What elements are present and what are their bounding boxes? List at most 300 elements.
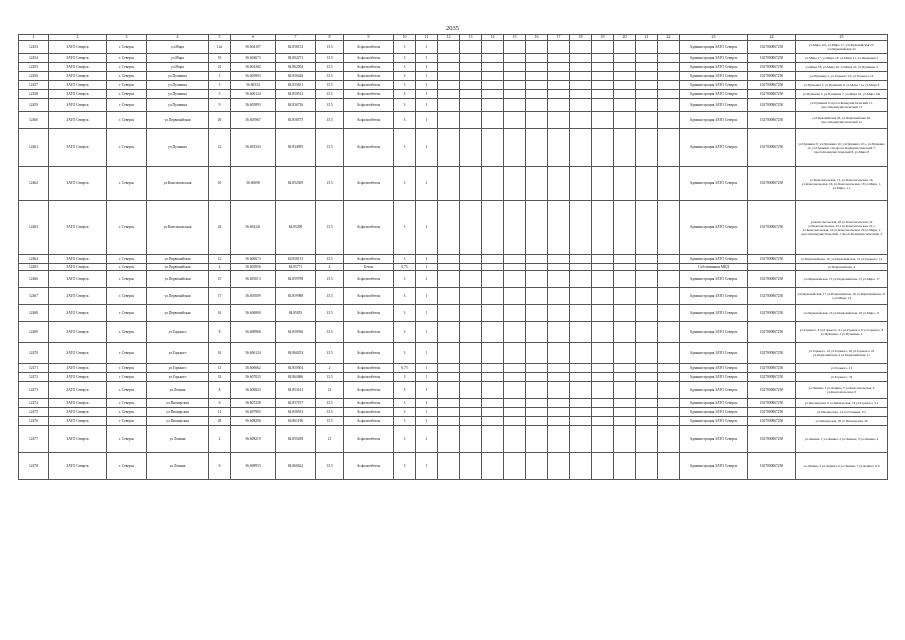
col-21: [636, 399, 658, 408]
longitude: 84.862686: [276, 373, 316, 382]
col-19: [592, 453, 614, 480]
surface-type: Асфальтобетон: [344, 54, 394, 63]
col-17: [548, 41, 570, 54]
column-number: 2: [49, 35, 107, 41]
manager: Администрация ЗАТО Северск: [680, 41, 748, 54]
col-12: [438, 426, 460, 453]
column-number: 17: [548, 35, 570, 41]
col-19: [592, 54, 614, 63]
col-13: [460, 453, 482, 480]
city: г. Северск: [107, 305, 147, 322]
col-22: [658, 453, 680, 480]
house-number: 12: [209, 255, 231, 264]
col-22: [658, 90, 680, 99]
surface-type: Асфальтобетон: [344, 271, 394, 288]
col-15: [504, 322, 526, 343]
col-19: [592, 72, 614, 81]
city: г. Северск: [107, 41, 147, 54]
house-number: 4: [209, 264, 231, 271]
served-addresses: ул.Ленина, 1 ул.Ленина, 2 ул.Ленина, 3 ул.Ленина, 4: [796, 426, 888, 453]
house-number: 16: [209, 305, 231, 322]
col-22: [658, 399, 680, 408]
count: 1: [416, 112, 438, 129]
col-19: [592, 322, 614, 343]
surface-type: Асфальтобетон: [344, 417, 394, 426]
col-12: [438, 364, 460, 373]
table-body: [19, 41, 888, 480]
col-17: [548, 288, 570, 305]
col-15: [504, 99, 526, 112]
col-13: [460, 167, 482, 201]
width: 3: [394, 201, 416, 255]
ogrn: 1027000867250: [748, 288, 796, 305]
longitude: 84.834995: [276, 129, 316, 167]
col-21: [636, 382, 658, 399]
col-17: [548, 90, 570, 99]
latitude: 56.607965: [231, 408, 276, 417]
col-20: [614, 288, 636, 305]
col-21: [636, 271, 658, 288]
table-row: [19, 453, 888, 480]
col-19: [592, 167, 614, 201]
surface-type: Асфальтобетон: [344, 305, 394, 322]
latitude: 56.603241: [231, 201, 276, 255]
street: ул.Мира: [147, 54, 209, 63]
col-20: [614, 453, 636, 480]
col-14: [482, 167, 504, 201]
ogrn: 1027000867250: [748, 408, 796, 417]
ogrn: 1027000867250: [748, 63, 796, 72]
col-21: [636, 288, 658, 305]
manager: Администрация ЗАТО Северск: [680, 408, 748, 417]
width: 3: [394, 167, 416, 201]
col-14: [482, 255, 504, 264]
col-17: [548, 99, 570, 112]
city: г. Северск: [107, 90, 147, 99]
surface-type: Асфальтобетон: [344, 90, 394, 99]
col-14: [482, 399, 504, 408]
latitude: 56.606823: [231, 382, 276, 399]
area: 13.5: [316, 90, 344, 99]
latitude: 56.608206: [231, 417, 276, 426]
col-13: [460, 72, 482, 81]
width: 3: [394, 72, 416, 81]
street: ул.Комсомольская: [147, 201, 209, 255]
col-17: [548, 364, 570, 373]
record-id: 12468: [19, 305, 49, 322]
record-id: 12474: [19, 399, 49, 408]
col-18: [570, 54, 592, 63]
col-12: [438, 54, 460, 63]
col-15: [504, 417, 526, 426]
width: 3: [394, 305, 416, 322]
ogrn: 1027000867250: [748, 417, 796, 426]
ogrn: [748, 264, 796, 271]
col-15: [504, 343, 526, 364]
latitude: 56.607023: [231, 373, 276, 382]
table-row: [19, 408, 888, 417]
ogrn: 1027000867250: [748, 167, 796, 201]
col-22: [658, 99, 680, 112]
record-id: 12467: [19, 288, 49, 305]
col-13: [460, 112, 482, 129]
col-15: [504, 453, 526, 480]
col-16: [526, 129, 548, 167]
manager: Администрация ЗАТО Северск: [680, 54, 748, 63]
latitude: 56.605009: [231, 288, 276, 305]
col-17: [548, 129, 570, 167]
col-22: [658, 271, 680, 288]
longitude: 84.860253: [276, 343, 316, 364]
street: ул.Горького: [147, 364, 209, 373]
record-id: 12462: [19, 167, 49, 201]
col-14: [482, 408, 504, 417]
area: 13.5: [316, 399, 344, 408]
count: 1: [416, 63, 438, 72]
col-15: [504, 271, 526, 288]
served-addresses: ул.Комсомольская, 20 ул.Комсомольская, 22 ул.Комсомольская, 23 а ул.Комсомольская, 24 а ул.Комсомольская, 24 ул.Комсомольская, 26 ул.Мира, 2 просп.Коммунистический, 1 просп.Коммунистический, 3: [796, 201, 888, 255]
longitude: 84.858153: [276, 41, 316, 54]
municipality: ЗАТО Северск: [49, 417, 107, 426]
street: ул.Ленина: [147, 453, 209, 480]
city: г. Северск: [107, 201, 147, 255]
record-id: 12466: [19, 271, 49, 288]
area: 13.5: [316, 255, 344, 264]
ogrn: 1027000867250: [748, 72, 796, 81]
col-18: [570, 81, 592, 90]
longitude: 84.850512: [276, 90, 316, 99]
manager: Администрация ЗАТО Северск: [680, 382, 748, 399]
col-20: [614, 167, 636, 201]
col-13: [460, 129, 482, 167]
count: 1: [416, 264, 438, 271]
col-21: [636, 373, 658, 382]
ogrn: 1027000867250: [748, 382, 796, 399]
served-addresses: ул.Ленина, 5 ул.Ленина, 6 ул.Ленина, 7 ул.Ленина, 6-6: [796, 453, 888, 480]
street: ул.Горького: [147, 322, 209, 343]
width: 0,75: [394, 364, 416, 373]
municipality: ЗАТО Северск: [49, 271, 107, 288]
col-13: [460, 417, 482, 426]
col-14: [482, 63, 504, 72]
ogrn: 1027000867250: [748, 54, 796, 63]
col-16: [526, 305, 548, 322]
latitude: 56.605013: [231, 271, 276, 288]
col-18: [570, 343, 592, 364]
col-15: [504, 129, 526, 167]
width: 0,75: [394, 264, 416, 271]
col-16: [526, 343, 548, 364]
manager: Администрация ЗАТО Северск: [680, 90, 748, 99]
longitude: 84.850936: [276, 322, 316, 343]
house-number: 6: [209, 453, 231, 480]
column-number: 15: [504, 35, 526, 41]
col-19: [592, 382, 614, 399]
col-15: [504, 54, 526, 63]
municipality: ЗАТО Северск: [49, 322, 107, 343]
col-18: [570, 90, 592, 99]
ogrn: 1027000867250: [748, 453, 796, 480]
city: г. Северск: [107, 112, 147, 129]
municipality: ЗАТО Северск: [49, 255, 107, 264]
latitude: 56.60698: [231, 167, 276, 201]
col-19: [592, 417, 614, 426]
longitude: 84.852569: [276, 167, 316, 201]
width: 3: [394, 271, 416, 288]
city: г. Северск: [107, 99, 147, 112]
table-row: [19, 373, 888, 382]
column-number: 10: [394, 35, 416, 41]
city: г. Северск: [107, 271, 147, 288]
municipality: ЗАТО Северск: [49, 264, 107, 271]
col-16: [526, 373, 548, 382]
col-14: [482, 264, 504, 271]
table-row: [19, 41, 888, 54]
table-row: [19, 382, 888, 399]
col-22: [658, 112, 680, 129]
longitude: 84.860622: [276, 453, 316, 480]
house-number: 13: [209, 364, 231, 373]
street: ул.Мира: [147, 63, 209, 72]
col-19: [592, 255, 614, 264]
width: 3: [394, 54, 416, 63]
record-id: 12456: [19, 72, 49, 81]
surface-type: Асфальтобетон: [344, 399, 394, 408]
count: 1: [416, 343, 438, 364]
col-16: [526, 399, 548, 408]
house-number: 33: [209, 373, 231, 382]
col-17: [548, 453, 570, 480]
served-addresses: ул.Горького, 33: [796, 373, 888, 382]
count: 1: [416, 81, 438, 90]
street: ул.Пионерская: [147, 408, 209, 417]
column-number: 14: [482, 35, 504, 41]
municipality: ЗАТО Северск: [49, 41, 107, 54]
col-19: [592, 99, 614, 112]
col-17: [548, 382, 570, 399]
record-id: 12471: [19, 364, 49, 373]
table-row: [19, 271, 888, 288]
area: 13.5: [316, 167, 344, 201]
count: 1: [416, 288, 438, 305]
col-18: [570, 382, 592, 399]
column-number: 16: [526, 35, 548, 41]
house-number: 8: [209, 382, 231, 399]
col-17: [548, 54, 570, 63]
longitude: 84.858575: [276, 112, 316, 129]
city: г. Северск: [107, 63, 147, 72]
col-16: [526, 364, 548, 373]
col-22: [658, 305, 680, 322]
col-16: [526, 41, 548, 54]
column-number: 19: [592, 35, 614, 41]
area: 13.5: [316, 54, 344, 63]
longitude: 84.862054: [276, 63, 316, 72]
surface-type: Асфальтобетон: [344, 63, 394, 72]
ogrn: 1027000867250: [748, 305, 796, 322]
col-19: [592, 129, 614, 167]
street: ул.Первомайская: [147, 112, 209, 129]
col-16: [526, 453, 548, 480]
col-21: [636, 264, 658, 271]
col-18: [570, 201, 592, 255]
col-20: [614, 399, 636, 408]
surface-type: Асфальтобетон: [344, 373, 394, 382]
city: г. Северск: [107, 167, 147, 201]
manager: Администрация ЗАТО Северск: [680, 364, 748, 373]
table-row: [19, 343, 888, 364]
surface-type: Асфальтобетон: [344, 129, 394, 167]
width: 3: [394, 255, 416, 264]
count: 1: [416, 255, 438, 264]
col-20: [614, 99, 636, 112]
col-17: [548, 264, 570, 271]
latitude: 56.607238: [231, 399, 276, 408]
col-16: [526, 382, 548, 399]
municipality: ЗАТО Северск: [49, 399, 107, 408]
col-22: [658, 364, 680, 373]
ogrn: 1027000867250: [748, 90, 796, 99]
surface-type: Асфальтобетон: [344, 112, 394, 129]
table-row: [19, 322, 888, 343]
registry-table: [18, 34, 888, 480]
longitude: 84.853141: [276, 382, 316, 399]
served-addresses: ул.Пушкина 5, ул.Пушкина 7, ул.Мира 10, ул.Мира 10а: [796, 90, 888, 99]
col-17: [548, 322, 570, 343]
latitude: 56.604673: [231, 54, 276, 63]
col-21: [636, 364, 658, 373]
surface-type: Асфальтобетон: [344, 426, 394, 453]
count: 1: [416, 72, 438, 81]
manager: Администрация ЗАТО Северск: [680, 72, 748, 81]
surface-type: Асфальтобетон: [344, 72, 394, 81]
city: г. Северск: [107, 453, 147, 480]
col-22: [658, 264, 680, 271]
table-row: [19, 112, 888, 129]
col-12: [438, 288, 460, 305]
table-row: [19, 90, 888, 99]
col-16: [526, 288, 548, 305]
col-15: [504, 81, 526, 90]
municipality: ЗАТО Северск: [49, 54, 107, 63]
manager: Администрация ЗАТО Северск: [680, 417, 748, 426]
col-17: [548, 408, 570, 417]
street: ул.Пушкина: [147, 99, 209, 112]
col-12: [438, 81, 460, 90]
longitude: 84.85299: [276, 201, 316, 255]
col-20: [614, 81, 636, 90]
col-21: [636, 305, 658, 322]
count: 1: [416, 364, 438, 373]
col-14: [482, 129, 504, 167]
table-row: [19, 63, 888, 72]
count: 1: [416, 382, 438, 399]
table-row: [19, 54, 888, 63]
col-22: [658, 72, 680, 81]
col-13: [460, 90, 482, 99]
col-13: [460, 343, 482, 364]
col-16: [526, 271, 548, 288]
col-20: [614, 343, 636, 364]
col-12: [438, 399, 460, 408]
col-19: [592, 408, 614, 417]
surface-type: Асфальтобетон: [344, 41, 394, 54]
record-id: 12463: [19, 201, 49, 255]
served-addresses: ул.Пионерская, 28 ул.Пионерская, 30: [796, 417, 888, 426]
col-19: [592, 201, 614, 255]
manager: Администрация ЗАТО Северск: [680, 453, 748, 480]
col-22: [658, 54, 680, 63]
col-15: [504, 399, 526, 408]
latitude: 56.60534: [231, 81, 276, 90]
street: ул.Первомайская: [147, 255, 209, 264]
col-13: [460, 81, 482, 90]
ogrn: 1027000867250: [748, 271, 796, 288]
house-number: 24: [209, 201, 231, 255]
ogrn: 1027000867250: [748, 364, 796, 373]
col-16: [526, 264, 548, 271]
col-18: [570, 453, 592, 480]
col-15: [504, 408, 526, 417]
street: ул.Первомайская: [147, 288, 209, 305]
col-15: [504, 167, 526, 201]
col-17: [548, 417, 570, 426]
manager: Администрация ЗАТО Северск: [680, 99, 748, 112]
longitude: 84.85771: [276, 264, 316, 271]
col-20: [614, 408, 636, 417]
col-20: [614, 201, 636, 255]
manager: Администрация ЗАТО Северск: [680, 399, 748, 408]
record-id: 12458: [19, 90, 49, 99]
longitude: 84.850504: [276, 364, 316, 373]
col-18: [570, 399, 592, 408]
latitude: 56.604107: [231, 41, 276, 54]
col-17: [548, 167, 570, 201]
table-row: [19, 72, 888, 81]
col-22: [658, 41, 680, 54]
col-15: [504, 90, 526, 99]
col-15: [504, 255, 526, 264]
city: г. Северск: [107, 81, 147, 90]
col-14: [482, 426, 504, 453]
col-14: [482, 288, 504, 305]
street: ул.Горького: [147, 343, 209, 364]
longitude: 84.859798: [276, 271, 316, 288]
street: ул.Мира: [147, 41, 209, 54]
latitude: 56.604382: [231, 63, 276, 72]
municipality: ЗАТО Северск: [49, 167, 107, 201]
ogrn: 1027000867250: [748, 255, 796, 264]
page-number: 2035: [446, 25, 459, 32]
served-addresses: ул.Горького, 13: [796, 364, 888, 373]
col-16: [526, 167, 548, 201]
col-13: [460, 201, 482, 255]
record-id: 12478: [19, 453, 49, 480]
record-id: 12461: [19, 129, 49, 167]
area: 13.5: [316, 112, 344, 129]
served-addresses: ул.Первомайская, 17 ул.Первомайская, 19 ул.Первомайская, 21 а ул.Мира, 14: [796, 288, 888, 305]
latitude: 56.606124: [231, 90, 276, 99]
table-row: [19, 167, 888, 201]
manager: Администрация ЗАТО Северск: [680, 373, 748, 382]
col-13: [460, 322, 482, 343]
width: 3: [394, 373, 416, 382]
col-13: [460, 399, 482, 408]
col-20: [614, 305, 636, 322]
area: 13.5: [316, 408, 344, 417]
count: 1: [416, 408, 438, 417]
latitude: 56.608968: [231, 322, 276, 343]
